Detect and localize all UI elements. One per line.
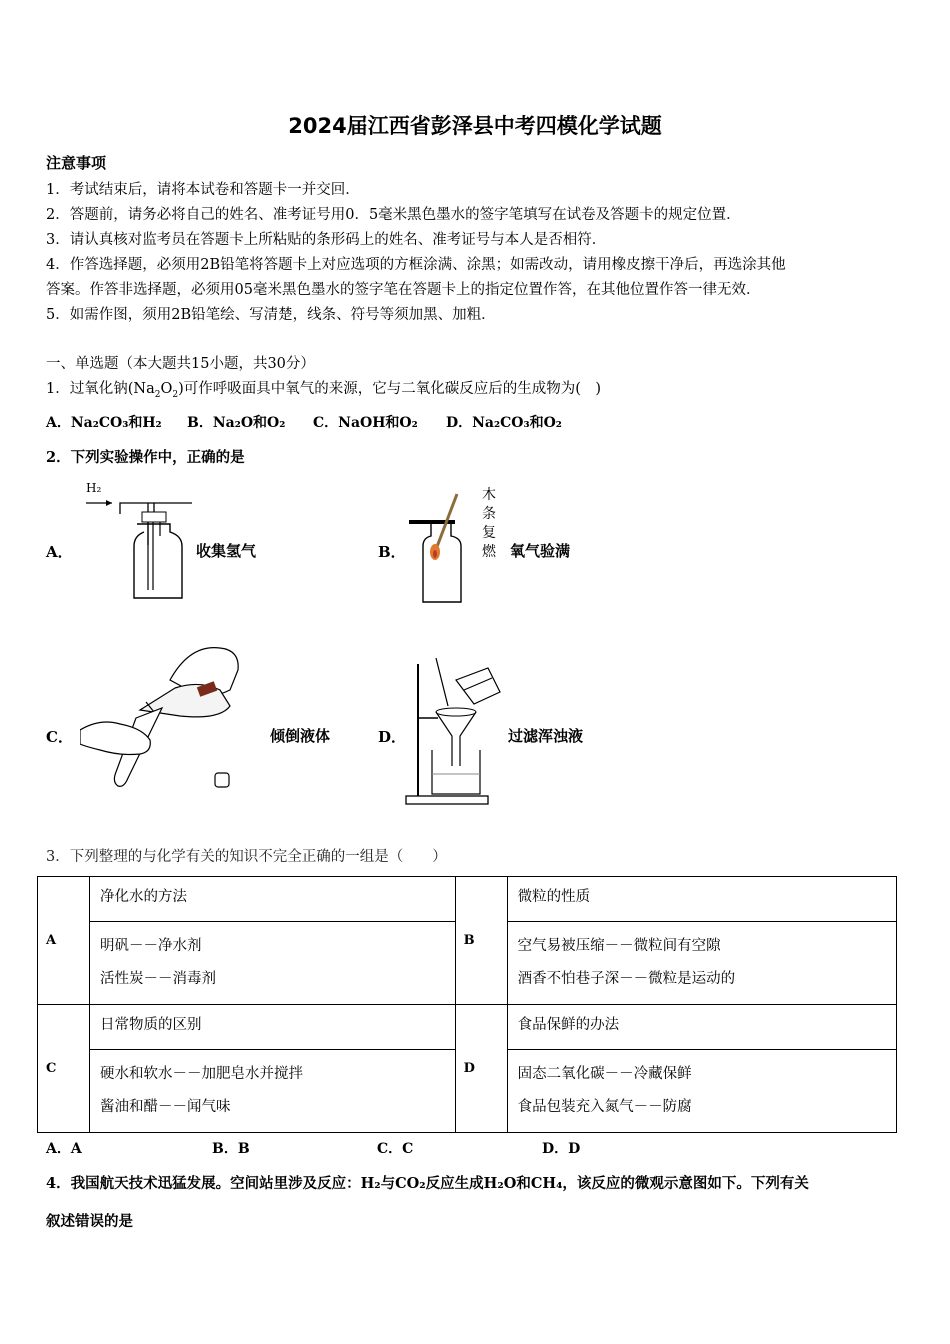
q1-prompt: 1．过氧化钠$(Na_2O_2)$可作呼吸面具中氧气的来源，它与二氧化碳反应后的生成物为( )	[46, 381, 602, 400]
notice-item-3: 3．请认真核对监考员在答题卡上所粘贴的条形码上的姓名、准考证号与本人是否相符．	[46, 232, 607, 248]
q3-cell-b-letter: B	[455, 877, 507, 1005]
oxygen-test-bottle-figure	[405, 492, 475, 606]
q4-prompt-line-1: 4．我国航天技术迅猛发展。空间站里涉及反应：H₂与CO₂反应生成H₂O和CH₄，该反应的微观示意图如下。下列有关	[46, 1175, 809, 1192]
q2-option-b-label: 氧气验满	[510, 542, 571, 560]
q4-prompt-line-2: 叙述错误的是	[46, 1213, 133, 1230]
q1-option-d: D．Na₂CO₃和O₂	[446, 415, 562, 431]
q2-option-b-letter: B．	[378, 543, 406, 561]
notice-item-2: 2．答题前，请务必将自己的姓名、准考证号用0．5毫米黑色墨水的签字笔填写在试卷及答题卡的规定位置．	[46, 207, 741, 223]
q3-cell-a-head: 净化水的方法	[90, 877, 456, 922]
notice-heading: 注意事项	[46, 154, 107, 172]
q1-option-b: B．Na₂O和O₂	[187, 415, 286, 431]
h2-label: H₂	[86, 481, 102, 495]
q3-option-b: B．B	[212, 1141, 250, 1157]
q1-option-a: A．Na₂CO₃和H₂	[46, 415, 162, 431]
q2-option-a-label: 收集氢气	[196, 542, 257, 560]
filtration-apparatus-figure	[404, 656, 504, 808]
q2-option-c-letter: C．	[46, 728, 73, 746]
section-heading: 一、单选题（本大题共15小题，共30分）	[46, 356, 315, 372]
q2-prompt: 2．下列实验操作中，正确的是	[46, 449, 245, 466]
notice-item-4-cont: 答案。作答非选择题，必须用05毫米黑色墨水的签字笔在答题卡上的指定位置作答，在其他位置作答一律无效．	[46, 282, 761, 298]
q2-option-c-label: 倾倒液体	[270, 727, 331, 745]
q3-cell-d-head: 食品保鲜的办法	[507, 1005, 896, 1050]
q3-option-c: C．C	[377, 1141, 414, 1157]
q3-cell-d-body: 固态二氧化碳－－冷藏保鲜 食品包装充入氮气－－防腐	[507, 1050, 896, 1133]
q1-option-c: C．NaOH和O₂	[313, 415, 418, 431]
q3-cell-a-body: 明矾－－净水剂 活性炭－－消毒剂	[90, 922, 456, 1005]
q3-prompt: 3．下列整理的与化学有关的知识不完全正确的一组是（ ）	[46, 849, 447, 865]
q3-cell-a-letter: A	[38, 877, 90, 1005]
q3-cell-c-head: 日常物质的区别	[90, 1005, 456, 1050]
q3-cell-c-body: 硬水和软水－－加肥皂水并搅拌 酱油和醋－－闻气味	[90, 1050, 456, 1133]
gas-collection-bottle-figure	[82, 490, 197, 608]
q3-cell-b-head: 微粒的性质	[507, 877, 896, 922]
notice-item-5: 5．如需作图，须用2B铅笔绘、写清楚，线条、符号等须加黑、加粗．	[46, 307, 496, 323]
page-title: 2024届江西省彭泽县中考四模化学试题	[288, 114, 662, 138]
pouring-liquid-figure	[80, 640, 250, 795]
q3-cell-d-letter: D	[455, 1005, 507, 1133]
q2-option-a-letter: A．	[46, 543, 73, 561]
q3-option-a: A．A	[46, 1141, 82, 1157]
q3-table	[37, 876, 897, 1133]
q3-option-d: D．D	[542, 1141, 581, 1157]
q3-cell-c-letter: C	[38, 1005, 90, 1133]
notice-item-1: 1．考试结束后，请将本试卷和答题卡一并交回．	[46, 182, 360, 198]
notice-item-4: 4．作答选择题，必须用2B铅笔将答题卡上对应选项的方框涂满、涂黑；如需改动，请用橡皮擦干净后，再选涂其他	[46, 257, 786, 273]
q3-cell-b-body: 空气易被压缩－－微粒间有空隙 酒香不怕巷子深－－微粒是运动的	[507, 922, 896, 1005]
q2-option-d-label: 过滤浑浊液	[508, 727, 584, 745]
wood-strip-note: 木 条 复 燃	[482, 487, 496, 560]
q2-option-d-letter: D．	[378, 728, 407, 746]
